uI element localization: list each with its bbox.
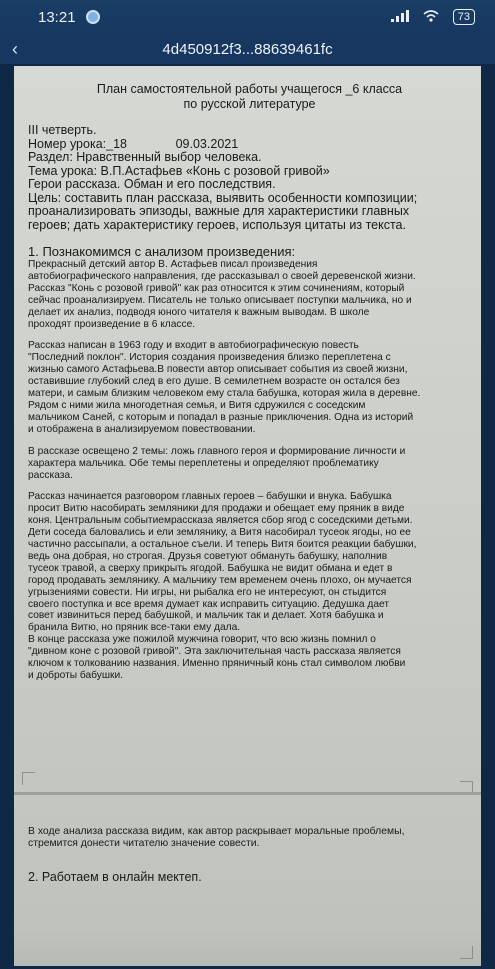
text-line: и отображена в анализируемом повествовании. <box>28 423 256 435</box>
text-line: "дивном коне с розовой гривой". Эта заключительная часть рассказа является <box>28 646 401 658</box>
text-line: жизнью самого Астафьева.В повести автор описывает события из своей жизни, <box>28 364 408 376</box>
meta-line: Герои рассказа. Обман и его последствия. <box>28 177 276 191</box>
document-page[interactable] <box>14 66 481 966</box>
battery-icon: 73 <box>453 9 475 25</box>
text-line: Рассказ "Конь с розовой гривой" как раз относится к этим сочинениям, который <box>28 282 405 294</box>
lesson-meta <box>28 124 471 232</box>
meta-line: героев; дать характеристику героев, используя цитаты из текста. <box>28 217 406 232</box>
status-left <box>38 9 100 26</box>
section-heading-2: 2. Работаем в онлайн мектеп. <box>28 870 202 884</box>
text-line: ведь она добрая, но строгая. Друзья советуют обмануть бабушку, наполнив <box>28 550 388 562</box>
text-line: город продавать землянику. А мальчику тем временем очень плохо, он мучается <box>28 574 412 586</box>
text-line: и доброты бабушки. <box>28 670 124 681</box>
next-page-content <box>28 826 468 884</box>
text-line: Рассказ начинается разговором главных героев – бабушки и внука. Бабушка <box>28 491 392 503</box>
text-line: В рассказе освещено 2 темы: ложь главного героя и формирование личности и <box>28 445 406 457</box>
text-line: совет извиниться перед бабушкой, и мальчик так и делает. Хотя бабушка и <box>28 610 384 622</box>
document-title <box>28 82 471 112</box>
status-right <box>391 9 475 26</box>
text-line: своего поступка и все время думает как исправить ситуацию. Дедушка дает <box>28 598 390 610</box>
text-line: автобиографического направления, где рассказывал о своей деревенской жизни. <box>28 270 416 282</box>
text-line: Рассказ написан в 1963 году и входит в автобиографическую повесть <box>28 340 359 352</box>
text-line: делает их анализ, подводя юного читателя к важным выводам. В школе <box>28 306 370 318</box>
paragraph-3 <box>28 446 471 482</box>
paragraph-2 <box>28 340 471 435</box>
text-line: мальчиком Саней, с которым и попадал в разные приключения. Одна из историй <box>28 411 414 423</box>
notification-icon <box>86 10 100 24</box>
text-line: "Последний поклон". История создания произведения близко переплетена с <box>28 352 391 364</box>
text-line: Прекрасный детский автор В. Астафьев писал произведения <box>28 259 318 270</box>
text-line: матери, и самым близким человеком ему стала бабушка, которая жила в деревне. <box>28 388 421 400</box>
meta-line: III четверть. <box>28 123 97 137</box>
text-line: бранила Витю, но пряник все-таки ему дала. <box>28 622 241 634</box>
page-corner-mark <box>22 772 35 785</box>
paragraph-5 <box>28 826 468 850</box>
text-line: коня. Центральным событиемрассказа является сбор ягод с соседскими детьми. <box>28 515 413 527</box>
text-line: угрызениями совести. Ни игры, ни рыбалка его не интересуют, он стыдится <box>28 586 387 598</box>
paragraph-4 <box>28 491 471 682</box>
signal-icon <box>391 9 409 26</box>
meta-line: проанализировать эпизоды, важные для характеристики главных <box>28 204 410 218</box>
text-line: тусеок травой, а сверху прикрыть ягодой. Бабушка не видит обмана и едет в <box>28 562 393 574</box>
text-line: проходят произведение в 6 классе. <box>28 318 196 330</box>
meta-line: Раздел: Нравственный выбор человека. <box>28 150 262 164</box>
text-line: просит Витю насобирать земляники для продажи и обещает ему пряник в виде <box>28 503 405 515</box>
text-line: В конце рассказа уже пожилой мужчина говорит, что всю жизнь помнил о <box>28 634 376 646</box>
text-line: сейчас проанализируем. Писатель не только описывает поступки мальчика, но и <box>28 294 412 306</box>
meta-line: Номер урока:_18 09.03.2021 <box>28 136 239 151</box>
text-line: Рядом с ними жила многодетная семья, и Витя сдружился с соседским <box>28 399 366 411</box>
text-line: частично рассыпали, а остальное съели. И теперь Витя боится реакции бабушки, <box>28 539 417 551</box>
text-line: ключом к толкованию названия. Именно пряничный конь стал символом любви <box>28 658 406 670</box>
status-bar <box>0 0 495 34</box>
back-arrow-icon[interactable]: ‹ <box>12 39 18 59</box>
text-line: стремится донести читателю значение совести. <box>28 838 260 849</box>
viewer-header <box>0 34 495 64</box>
text-line: оставившие глубокий след в его душе. В семилетнем возрасте он остался без <box>28 376 400 388</box>
page-divider <box>14 792 481 795</box>
file-title: 4d450912f3...88639461fc <box>162 40 333 58</box>
text-line: рассказа. <box>28 469 73 481</box>
section-heading-1: 1. Познакомимся с анализом произведения: <box>28 244 296 259</box>
text-line: Дети соседа баловались и ели землянику, а Витя насобирал тусеок ягоды, но ее <box>28 527 411 539</box>
title-line-1: План самостоятельной работы учащегося _6 класса <box>96 82 403 96</box>
text-line: характера мальчика. Обе темы переплетены и определяют проблематику <box>28 457 379 469</box>
title-line-2: по русской литературе <box>183 97 316 111</box>
meta-line: Цель: составить план рассказа, выявить особенности композиции; <box>28 190 418 205</box>
document-content <box>14 66 481 682</box>
paragraph-1 <box>28 259 471 330</box>
clock: 13:21 <box>38 8 76 26</box>
text-line: В ходе анализа рассказа видим, как автор раскрывает моральные проблемы, <box>28 826 405 837</box>
meta-line: Тема урока: В.П.Астафьев «Конь с розовой гривой» <box>28 163 330 178</box>
page-shadow <box>14 926 481 966</box>
wifi-icon <box>423 9 439 26</box>
